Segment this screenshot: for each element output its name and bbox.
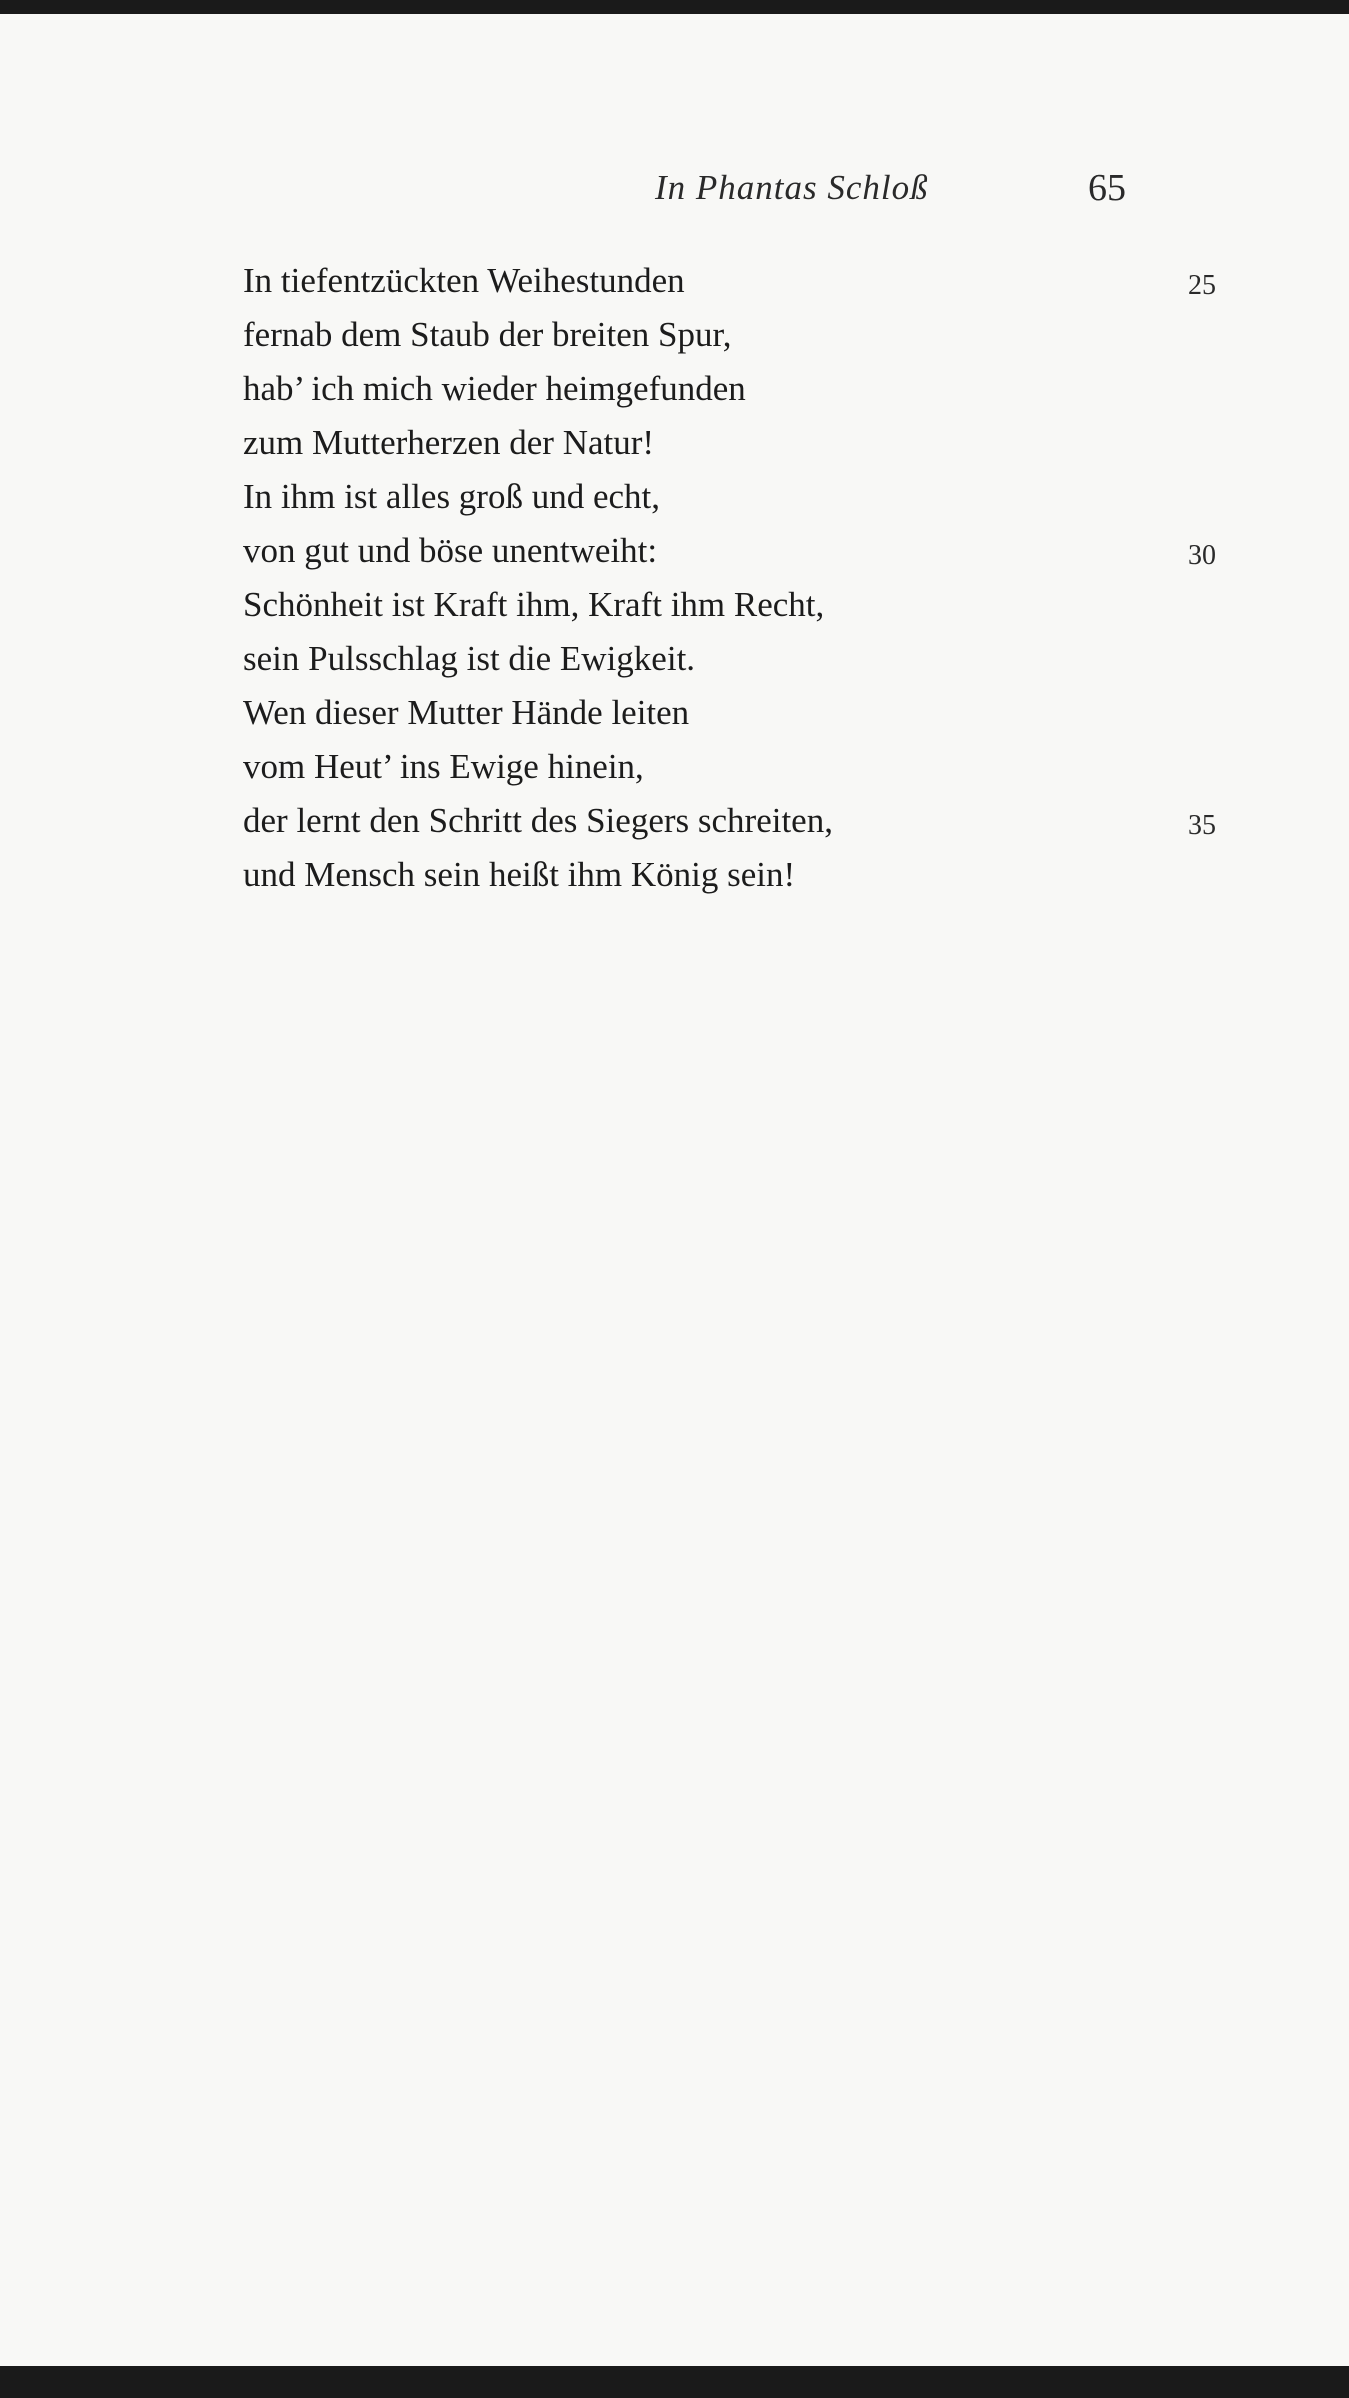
poem-line: In tiefentzückten Weihestunden [243,261,685,300]
poem-line: sein Pulsschlag ist die Ewigkeit. [243,639,696,678]
page-number: 65 [1088,167,1126,209]
poem-line: Schönheit ist Kraft ihm, Kraft ihm Recht, [243,585,825,624]
poem-line: und Mensch sein heißt ihm König sein! [243,855,796,894]
poem [0,14,1349,2366]
poem-line: In ihm ist alles groß und echt, [243,477,661,516]
poem-line: der lernt den Schritt des Siegers schreiten, [243,801,833,840]
poem-line: hab’ ich mich wieder heimgefunden [243,369,746,408]
line-number: 25 [1188,270,1216,301]
poem-line: von gut und böse unentweiht: [243,531,658,570]
scan-border [0,2366,1349,2398]
poem-line: zum Mutterherzen der Natur! [243,423,655,462]
poem-line: fernab dem Staub der breiten Spur, [243,315,732,354]
book-page [0,14,1349,2366]
poem-line: Wen dieser Mutter Hände leiten [243,693,690,732]
running-title: In Phantas Schloß [655,168,929,207]
line-number: 30 [1188,540,1216,571]
line-number: 35 [1188,810,1216,841]
poem-line: vom Heut’ ins Ewige hinein, [243,747,644,786]
